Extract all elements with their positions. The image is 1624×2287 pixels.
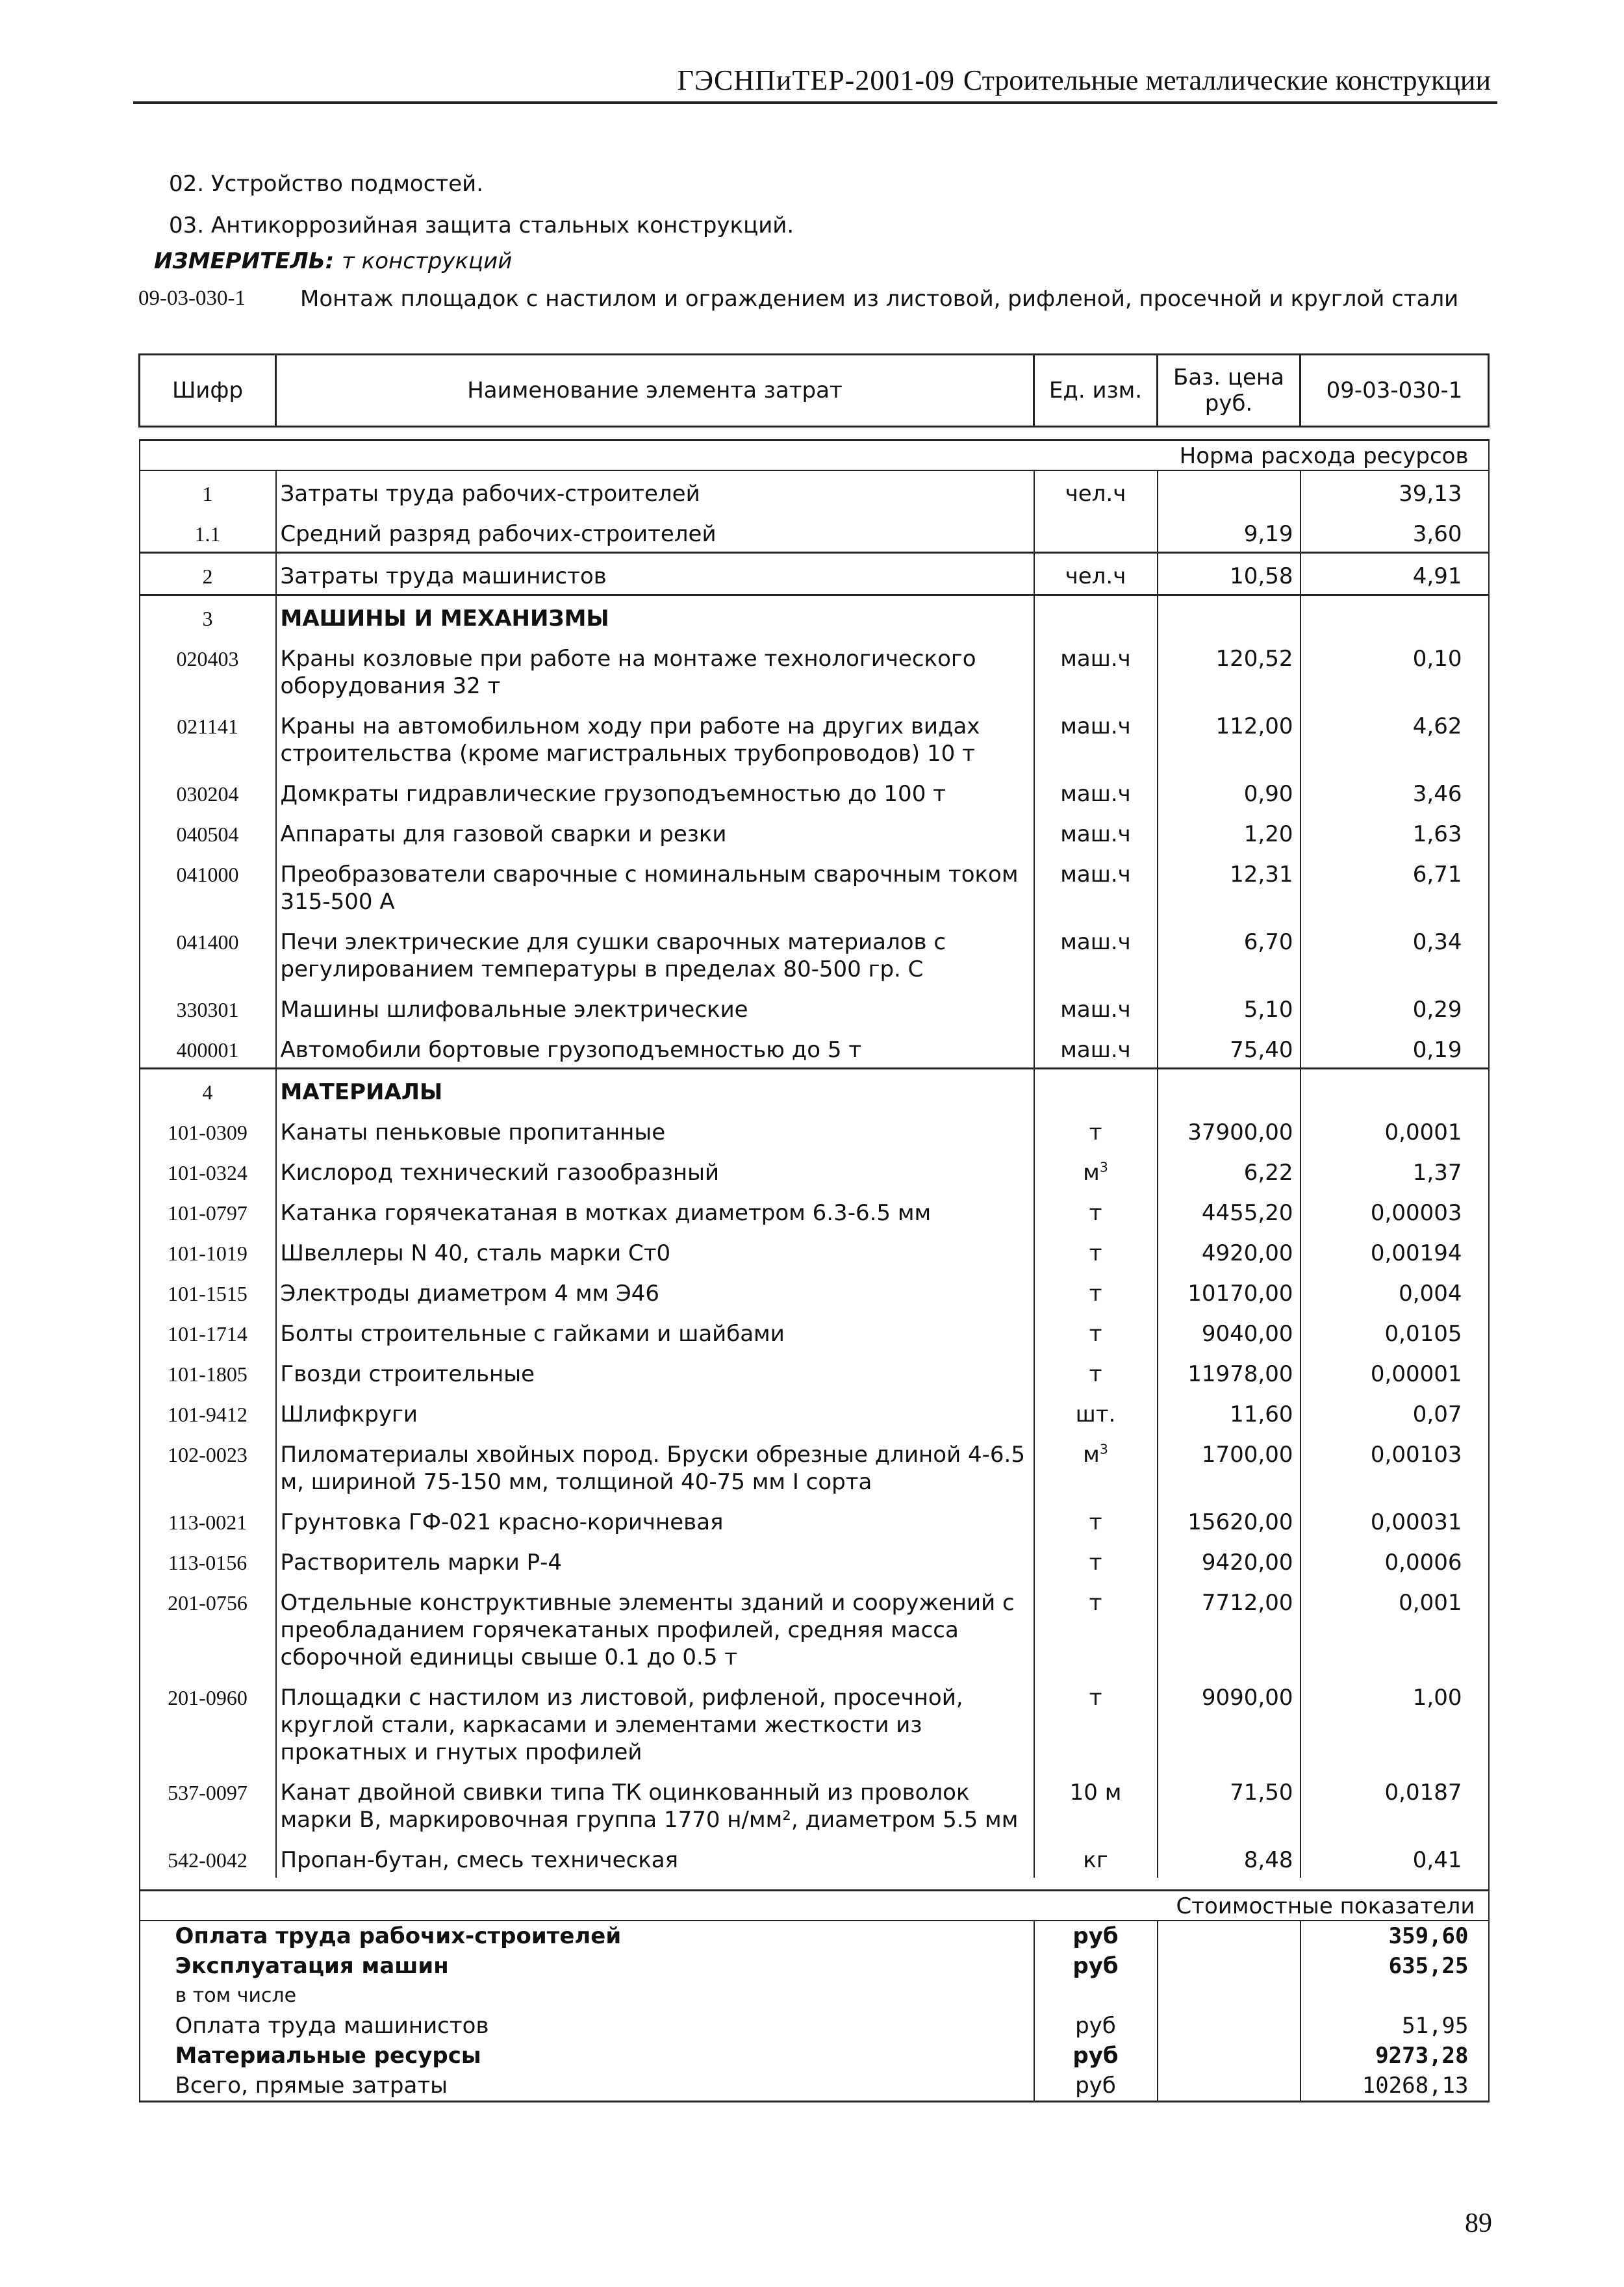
row-unit [1034, 1150, 1158, 1190]
cost-spacer [1158, 2071, 1300, 2102]
cost-spacer [1158, 2011, 1300, 2041]
row-price: 4920,00 [1158, 1231, 1300, 1271]
row-name: Краны козловые при работе на монтаже технологического оборудования 32 т [276, 636, 1034, 704]
row-unit: 10 м [1034, 1770, 1158, 1837]
row-name: Краны на автомобильном ходу при работе на других видах строительства (кроме магистральных трубопроводов) 10 т [276, 704, 1034, 771]
section-code: 4 [140, 1069, 276, 1110]
material-row [140, 1392, 1489, 1432]
row-norm-value: 0,19 [1300, 1027, 1489, 1069]
cost-spacer [1158, 2041, 1300, 2071]
row-name: Кислород технический газообразный [276, 1150, 1034, 1190]
cost-spacer [1158, 1951, 1300, 1981]
norm-caption-spacer [140, 441, 1158, 471]
row-price: 4455,20 [1158, 1190, 1300, 1231]
row-code: 1.1 [140, 511, 276, 553]
machine-row [140, 852, 1489, 919]
row-code: 101-1714 [140, 1311, 276, 1351]
row-name: Канаты пеньковые пропитанные [276, 1110, 1034, 1150]
gap-cell [140, 1878, 1489, 1891]
row-norm-value: 0,00001 [1300, 1351, 1489, 1392]
machine-row [140, 987, 1489, 1027]
cost-label: Эксплуатация машин [140, 1951, 1034, 1981]
section-empty-unit [1034, 1069, 1158, 1110]
row-norm-value: 0,0001 [1300, 1110, 1489, 1150]
material-row [140, 1580, 1489, 1675]
cost-value: 359,60 [1300, 1921, 1489, 1951]
row-code: 041400 [140, 919, 276, 987]
norm-code: 09-03-030-1 [138, 287, 246, 310]
row-price: 12,31 [1158, 852, 1300, 919]
row-norm-value: 0,07 [1300, 1392, 1489, 1432]
page-header [133, 57, 1497, 104]
gap-row [140, 1878, 1489, 1891]
row-norm-value: 0,00194 [1300, 1231, 1489, 1271]
row-unit: т [1034, 1110, 1158, 1150]
material-row [140, 1432, 1489, 1500]
material-row [140, 1837, 1489, 1878]
cost-label: в том числе [140, 1981, 1034, 2011]
unit-superscript: 3 [1099, 1441, 1108, 1457]
row-name: Домкраты гидравлические грузоподъемностью до 100 т [276, 771, 1034, 811]
material-row [140, 1110, 1489, 1150]
measure-value: т конструкций [342, 248, 513, 274]
header-name: Наименование элемента затрат [276, 355, 1034, 427]
cost-unit: руб [1034, 1921, 1158, 1951]
row-price: 9420,00 [1158, 1540, 1300, 1580]
row-unit: кг [1034, 1837, 1158, 1878]
machines-section-row [140, 595, 1489, 637]
row-code: 101-1019 [140, 1231, 276, 1271]
material-row [140, 1190, 1489, 1231]
machine-row [140, 811, 1489, 852]
table-header-row [140, 355, 1489, 427]
row-code: 101-0309 [140, 1110, 276, 1150]
cost-value [1300, 1981, 1489, 2011]
row-name: Автомобили бортовые грузоподъемностью до 5 т [276, 1027, 1034, 1069]
row-norm-value: 0,29 [1300, 987, 1489, 1027]
cost-value: 635,25 [1300, 1951, 1489, 1981]
material-row [140, 1500, 1489, 1540]
row-name: Преобразователи сварочные с номинальным сварочным током 315-500 А [276, 852, 1034, 919]
row-name: Канат двойной свивки типа ТК оцинкованный из проволок марки В, маркировочная группа 1770 н/мм², диаметром 5.5 мм [276, 1770, 1034, 1837]
row-code: 040504 [140, 811, 276, 852]
row-code: 021141 [140, 704, 276, 771]
materials-section-row [140, 1069, 1489, 1110]
cost-label: Материальные ресурсы [140, 2041, 1034, 2071]
cost-unit: руб [1034, 2071, 1158, 2102]
page-number: 89 [1465, 2208, 1492, 2238]
cost-label: Оплата труда машинистов [140, 2011, 1034, 2041]
row-name: Швеллеры N 40, сталь марки Ст0 [276, 1231, 1034, 1271]
cost-row [140, 2041, 1489, 2071]
row-unit: т [1034, 1271, 1158, 1311]
row-code: 400001 [140, 1027, 276, 1069]
row-unit: маш.ч [1034, 704, 1158, 771]
cost-spacer [1158, 1921, 1300, 1951]
row-name: Отдельные конструктивные элементы зданий и сооружений с преобладанием горячекатаных профилей, средняя масса сборочной единицы свыше 0.1 до 0.5 т [276, 1580, 1034, 1675]
labor-row [140, 511, 1489, 553]
row-code: 101-1515 [140, 1271, 276, 1311]
cost-row [140, 1981, 1489, 2011]
row-norm-value: 0,00103 [1300, 1432, 1489, 1500]
row-price: 71,50 [1158, 1770, 1300, 1837]
row-name: Пропан-бутан, смесь техническая [276, 1837, 1034, 1878]
row-norm-value: 0,0187 [1300, 1770, 1489, 1837]
row-code: 330301 [140, 987, 276, 1027]
row-norm-value: 4,62 [1300, 704, 1489, 771]
cost-label: Оплата труда рабочих-строителей [140, 1921, 1034, 1951]
row-code: 537-0097 [140, 1770, 276, 1837]
machine-row [140, 1027, 1489, 1069]
row-code: 101-0324 [140, 1150, 276, 1190]
norm-title: Монтаж площадок с настилом и ограждением из листовой, рифленой, просечной и круглой стали [300, 286, 1459, 312]
cost-row [140, 2011, 1489, 2041]
unit-base: м [1083, 1442, 1100, 1468]
machine-row [140, 636, 1489, 704]
row-unit: т [1034, 1500, 1158, 1540]
row-norm-value: 0,00031 [1300, 1500, 1489, 1540]
norm-caption: Норма расхода ресурсов [1158, 441, 1489, 471]
measure-label: ИЗМЕРИТЕЛЬ: [154, 248, 335, 274]
row-price: 15620,00 [1158, 1500, 1300, 1540]
row-code: 2 [140, 553, 276, 595]
row-name: Шлифкруги [276, 1392, 1034, 1432]
row-unit: маш.ч [1034, 771, 1158, 811]
row-code: 030204 [140, 771, 276, 811]
row-code: 101-9412 [140, 1392, 276, 1432]
row-price: 1,20 [1158, 811, 1300, 852]
row-unit: чел.ч [1034, 470, 1158, 511]
row-code: 101-0797 [140, 1190, 276, 1231]
cost-label: Всего, прямые затраты [140, 2071, 1034, 2102]
row-unit: т [1034, 1580, 1158, 1675]
header-unit: Ед. изм. [1034, 355, 1158, 427]
row-code: 542-0042 [140, 1837, 276, 1878]
machine-row [140, 704, 1489, 771]
cost-row [140, 1921, 1489, 1951]
section-empty-price [1158, 1069, 1300, 1110]
cost-unit [1034, 1981, 1158, 2011]
row-norm-value: 6,71 [1300, 852, 1489, 919]
cost-row [140, 1951, 1489, 1981]
row-name: Затраты труда рабочих-строителей [276, 470, 1034, 511]
section-empty-value [1300, 595, 1489, 637]
row-norm-value: 3,60 [1300, 511, 1489, 553]
section-empty-price [1158, 595, 1300, 637]
header-price-line2: руб. [1204, 390, 1253, 416]
row-norm-value: 39,13 [1300, 470, 1489, 511]
row-name: Электроды диаметром 4 мм Э46 [276, 1271, 1034, 1311]
row-name: Средний разряд рабочих-строителей [276, 511, 1034, 553]
intro-line-03: 03. Антикоррозийная защита стальных конструкций. [169, 212, 794, 238]
row-norm-value: 1,37 [1300, 1150, 1489, 1190]
cost-caption-spacer [140, 1891, 1158, 1921]
row-code: 1 [140, 470, 276, 511]
unit-superscript: 3 [1099, 1159, 1108, 1175]
header-price-line1: Баз. цена [1173, 364, 1284, 390]
row-name: Печи электрические для сушки сварочных материалов с регулированием температуры в пределах 80-500 гр. С [276, 919, 1034, 987]
row-norm-value: 0,001 [1300, 1580, 1489, 1675]
row-price: 1700,00 [1158, 1432, 1300, 1500]
measure-line [154, 248, 512, 274]
row-price: 120,52 [1158, 636, 1300, 704]
row-code: 020403 [140, 636, 276, 704]
material-row [140, 1150, 1489, 1190]
material-row [140, 1311, 1489, 1351]
section-title: МАШИНЫ И МЕХАНИЗМЫ [276, 595, 1034, 637]
row-norm-value: 0,34 [1300, 919, 1489, 987]
row-price [1158, 470, 1300, 511]
row-price: 112,00 [1158, 704, 1300, 771]
row-name: Пиломатериалы хвойных пород. Бруски обрезные длиной 4-6.5 м, шириной 75-150 мм, толщиной 40-75 мм I сорта [276, 1432, 1034, 1500]
row-price: 11978,00 [1158, 1351, 1300, 1392]
row-name: Затраты труда машинистов [276, 553, 1034, 595]
row-price: 7712,00 [1158, 1580, 1300, 1675]
header-norm-code: 09-03-030-1 [1300, 355, 1489, 427]
row-unit: т [1034, 1190, 1158, 1231]
material-row [140, 1540, 1489, 1580]
intro-line-02: 02. Устройство подмостей. [169, 171, 484, 197]
resource-table [138, 353, 1490, 2102]
material-row [140, 1351, 1489, 1392]
row-norm-value: 4,91 [1300, 553, 1489, 595]
row-unit: маш.ч [1034, 919, 1158, 987]
row-code: 101-1805 [140, 1351, 276, 1392]
cost-spacer [1158, 1981, 1300, 2011]
row-norm-value: 1,63 [1300, 811, 1489, 852]
row-name: Растворитель марки Р-4 [276, 1540, 1034, 1580]
row-price: 37900,00 [1158, 1110, 1300, 1150]
row-unit: т [1034, 1351, 1158, 1392]
row-unit [1034, 1432, 1158, 1500]
material-row [140, 1231, 1489, 1271]
row-unit: маш.ч [1034, 636, 1158, 704]
section-empty-unit [1034, 595, 1158, 637]
cost-unit: руб [1034, 1951, 1158, 1981]
section-code: 3 [140, 595, 276, 637]
row-code: 201-0960 [140, 1675, 276, 1770]
row-price: 9040,00 [1158, 1311, 1300, 1351]
cost-value: 10268,13 [1300, 2071, 1489, 2102]
row-unit: чел.ч [1034, 553, 1158, 595]
row-unit: маш.ч [1034, 811, 1158, 852]
row-code: 201-0756 [140, 1580, 276, 1675]
row-code: 113-0156 [140, 1540, 276, 1580]
header-section-title: Строительные металлические конструкции [963, 64, 1491, 96]
row-norm-value: 3,46 [1300, 771, 1489, 811]
row-unit: т [1034, 1231, 1158, 1271]
row-name: Гвозди строительные [276, 1351, 1034, 1392]
row-norm-value: 0,0105 [1300, 1311, 1489, 1351]
machinist-row [140, 553, 1489, 595]
row-name: Машины шлифовальные электрические [276, 987, 1034, 1027]
section-title: МАТЕРИАЛЫ [276, 1069, 1034, 1110]
row-code: 113-0021 [140, 1500, 276, 1540]
row-norm-value: 0,10 [1300, 636, 1489, 704]
material-row [140, 1770, 1489, 1837]
row-price: 0,90 [1158, 771, 1300, 811]
row-name: Грунтовка ГФ-021 красно-коричневая [276, 1500, 1034, 1540]
cost-unit: руб [1034, 2041, 1158, 2071]
row-name: Катанка горячекатаная в мотках диаметром 6.3-6.5 мм [276, 1190, 1034, 1231]
cost-value: 9273,28 [1300, 2041, 1489, 2071]
header-price [1158, 355, 1300, 427]
row-unit [1034, 511, 1158, 553]
row-price: 9,19 [1158, 511, 1300, 553]
header-code: Шифр [140, 355, 276, 427]
row-price: 10170,00 [1158, 1271, 1300, 1311]
row-price: 6,70 [1158, 919, 1300, 987]
row-norm-value: 0,41 [1300, 1837, 1489, 1878]
row-code: 102-0023 [140, 1432, 276, 1500]
row-name: Болты строительные с гайками и шайбами [276, 1311, 1034, 1351]
cost-caption: Стоимостные показатели [1158, 1891, 1489, 1921]
header-doc-code: ГЭСНПиТЕР-2001-09 [677, 64, 955, 96]
row-norm-value: 0,0006 [1300, 1540, 1489, 1580]
norm-caption-row [140, 441, 1489, 471]
row-price: 6,22 [1158, 1150, 1300, 1190]
material-row [140, 1675, 1489, 1770]
row-price: 9090,00 [1158, 1675, 1300, 1770]
cost-unit: руб [1034, 2011, 1158, 2041]
row-unit: маш.ч [1034, 987, 1158, 1027]
material-row [140, 1271, 1489, 1311]
gap-row [140, 427, 1489, 441]
row-unit: шт. [1034, 1392, 1158, 1432]
row-price: 10,58 [1158, 553, 1300, 595]
row-name: Площадки с настилом из листовой, рифленой, просечной, круглой стали, каркасами и элементами жесткости из прокатных и гнутых профилей [276, 1675, 1034, 1770]
row-price: 75,40 [1158, 1027, 1300, 1069]
cost-caption-row [140, 1891, 1489, 1921]
row-unit: т [1034, 1311, 1158, 1351]
machine-row [140, 771, 1489, 811]
row-unit: т [1034, 1675, 1158, 1770]
row-price: 11,60 [1158, 1392, 1300, 1432]
row-unit: маш.ч [1034, 852, 1158, 919]
row-norm-value: 0,004 [1300, 1271, 1489, 1311]
row-unit: маш.ч [1034, 1027, 1158, 1069]
labor-row [140, 470, 1489, 511]
row-norm-value: 0,00003 [1300, 1190, 1489, 1231]
unit-base: м [1083, 1160, 1100, 1186]
row-name: Аппараты для газовой сварки и резки [276, 811, 1034, 852]
cost-value: 51,95 [1300, 2011, 1489, 2041]
machine-row [140, 919, 1489, 987]
row-price: 8,48 [1158, 1837, 1300, 1878]
row-code: 041000 [140, 852, 276, 919]
cost-row [140, 2071, 1489, 2102]
row-price: 5,10 [1158, 987, 1300, 1027]
row-norm-value: 1,00 [1300, 1675, 1489, 1770]
section-empty-value [1300, 1069, 1489, 1110]
row-unit: т [1034, 1540, 1158, 1580]
